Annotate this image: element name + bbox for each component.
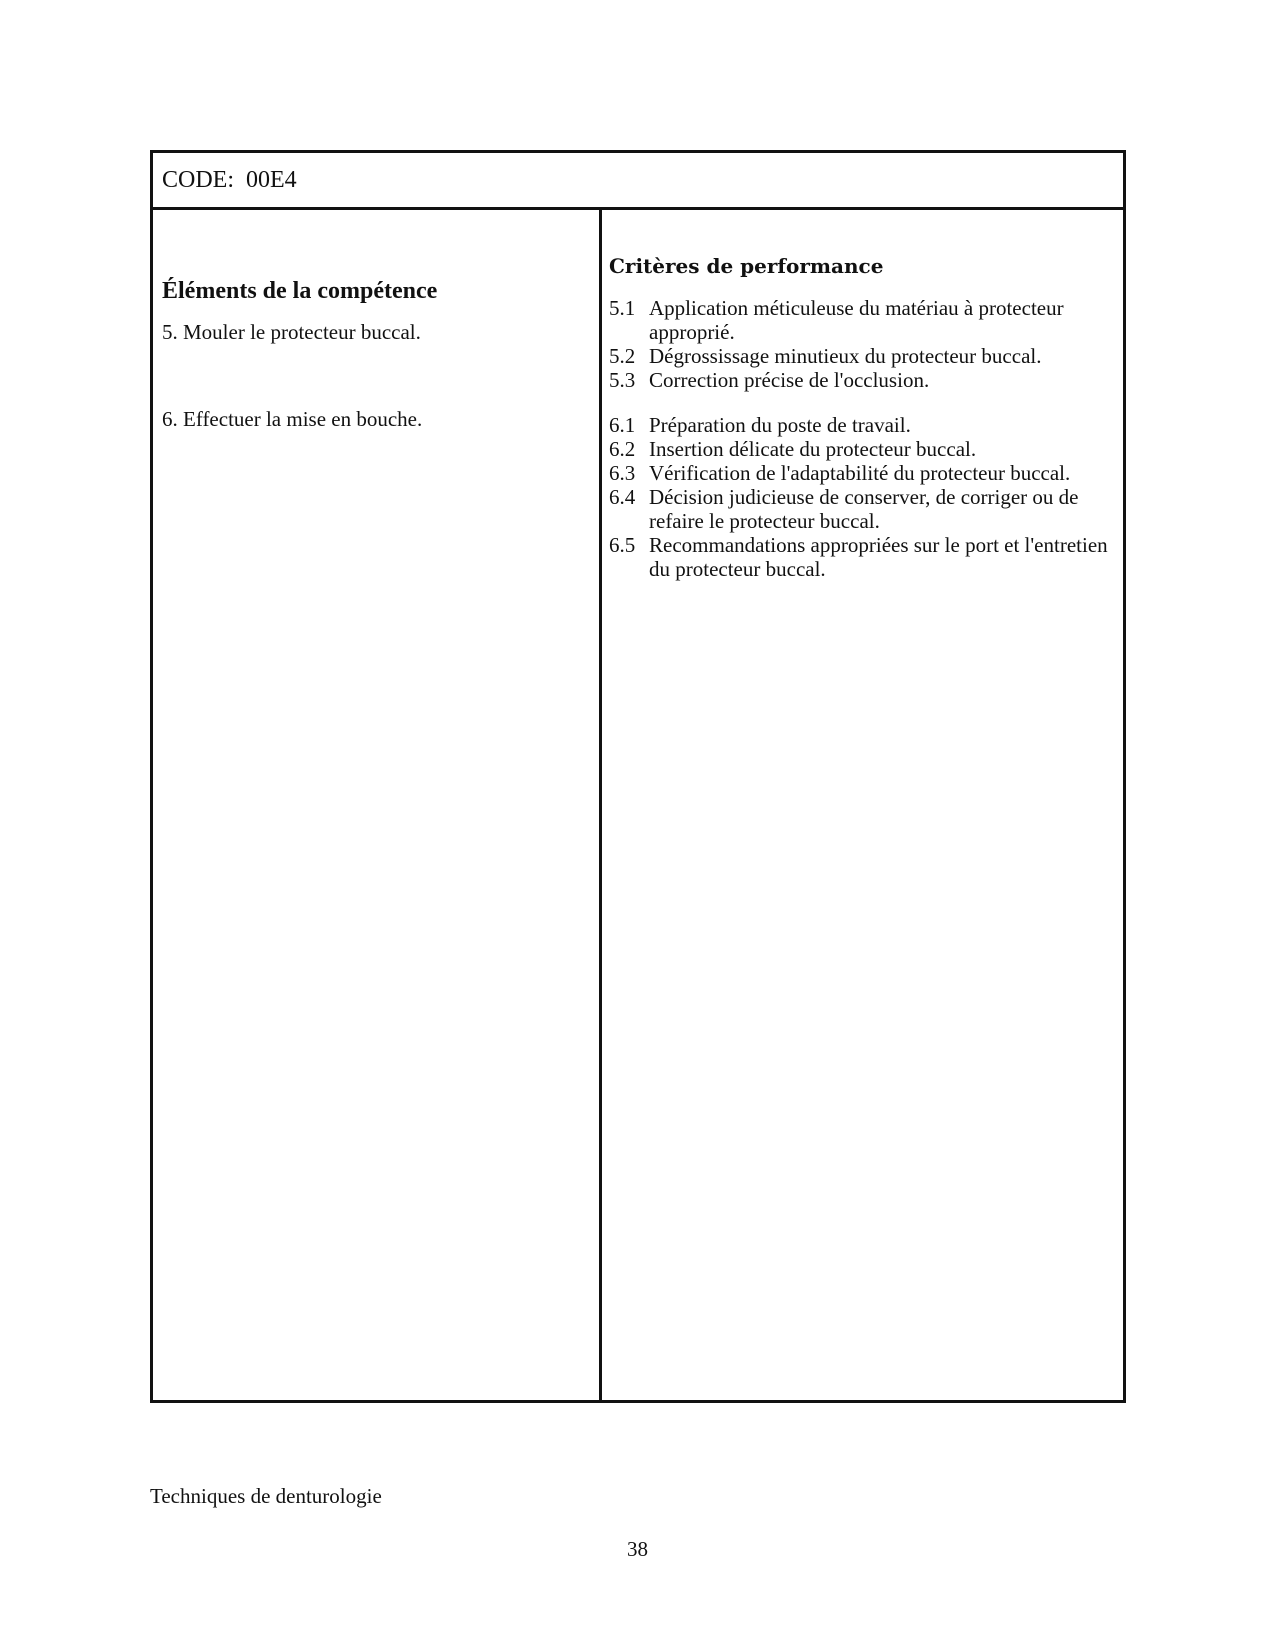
criterion-item: [609, 461, 1114, 485]
criteria-group-5: [609, 296, 1114, 392]
criterion-text: Dégrossissage minutieux du protecteur buccal.: [649, 344, 1042, 368]
criterion-text: Insertion délicate du protecteur buccal.: [649, 437, 977, 461]
element-item-5: 5. Mouler le protecteur buccal.: [162, 320, 421, 344]
criterion-number: 6.4: [609, 485, 636, 509]
criteria-heading: Critères de performance: [609, 254, 884, 278]
criterion-text: Correction précise de l'occlusion.: [649, 368, 930, 392]
criterion-item: [609, 413, 1114, 437]
column-divider: [599, 210, 602, 1400]
code-row: [153, 153, 1123, 210]
criterion-number: 6.1: [609, 413, 636, 437]
criterion-item: [609, 344, 1114, 368]
criteria-group-6: [609, 413, 1114, 581]
criterion-item: [609, 368, 1114, 392]
criterion-number: 5.2: [609, 344, 636, 368]
criterion-item: [609, 296, 1114, 344]
element-item-6: 6. Effectuer la mise en bouche.: [162, 407, 423, 431]
elements-heading: Éléments de la compétence: [162, 278, 438, 304]
criterion-text: Recommandations appropriées sur le port et l'entretien du protecteur buccal.: [649, 533, 1108, 581]
criterion-text: Application méticuleuse du matériau à protecteur approprié.: [649, 296, 1064, 344]
criterion-text: Décision judicieuse de conserver, de corriger ou de refaire le protecteur buccal.: [649, 485, 1079, 533]
criterion-number: 6.3: [609, 461, 636, 485]
criterion-item: [609, 533, 1114, 581]
criterion-number: 5.1: [609, 296, 636, 320]
code-label: CODE: 00E4: [162, 167, 297, 193]
criterion-item: [609, 437, 1114, 461]
criterion-number: 5.3: [609, 368, 636, 392]
page-number: 38: [627, 1537, 648, 1561]
criterion-text: Préparation du poste de travail.: [649, 413, 911, 437]
criterion-text: Vérification de l'adaptabilité du protecteur buccal.: [649, 461, 1071, 485]
competency-table: [150, 150, 1126, 1403]
criterion-number: 6.2: [609, 437, 636, 461]
criterion-number: 6.5: [609, 533, 636, 557]
criterion-item: [609, 485, 1114, 533]
footer-program-name: Techniques de denturologie: [150, 1484, 382, 1508]
